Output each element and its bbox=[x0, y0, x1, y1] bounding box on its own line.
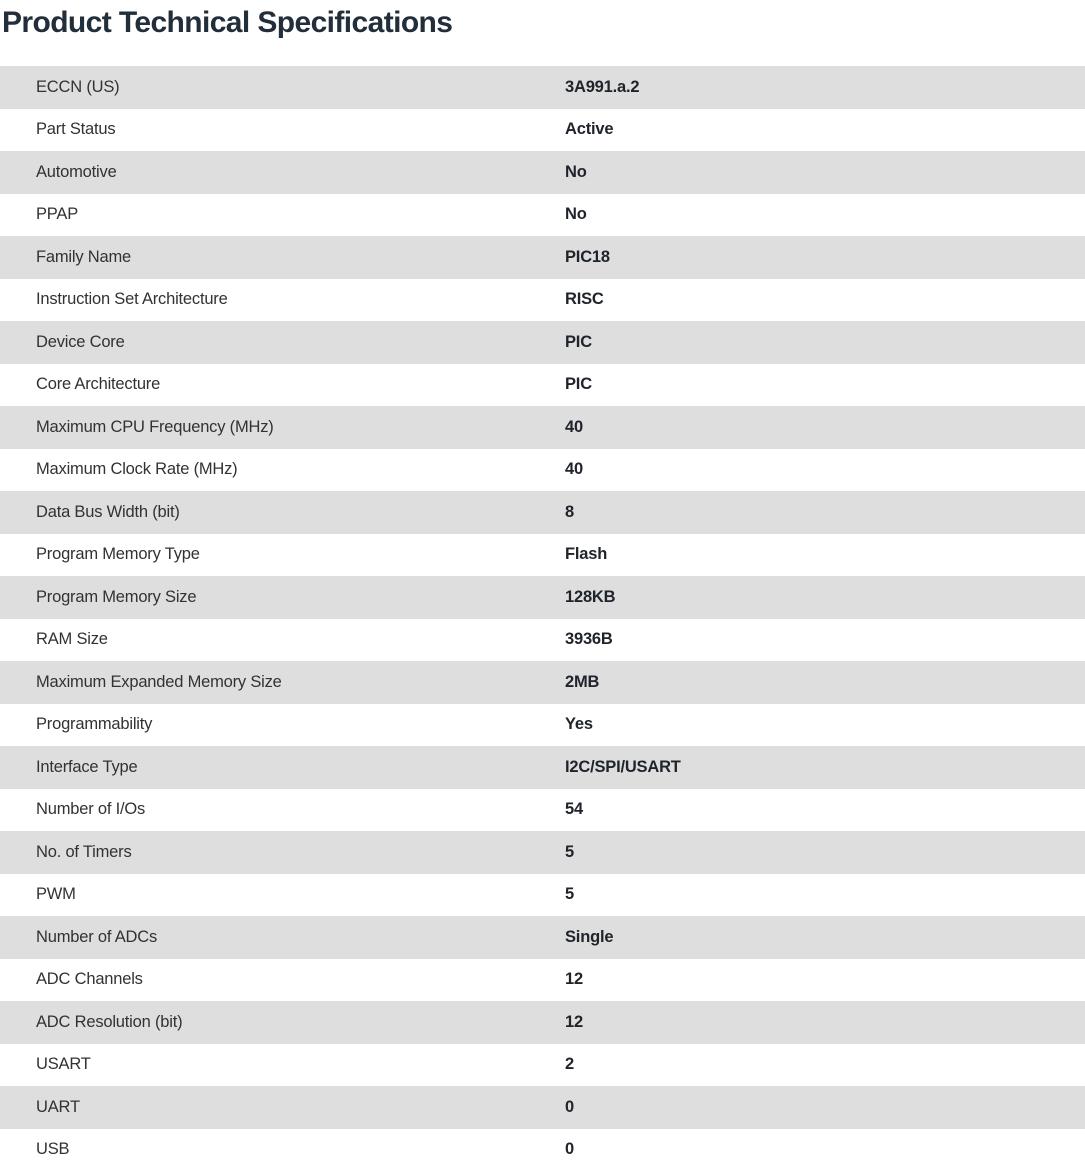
table-row bbox=[0, 491, 1085, 534]
spec-value: PIC bbox=[565, 333, 1085, 352]
table-row bbox=[0, 364, 1085, 407]
table-row bbox=[0, 959, 1085, 1002]
spec-label: Automotive bbox=[0, 163, 565, 182]
spec-value: 40 bbox=[565, 460, 1085, 479]
table-row bbox=[0, 874, 1085, 917]
table-row bbox=[0, 789, 1085, 832]
spec-value: 0 bbox=[565, 1098, 1085, 1117]
table-row bbox=[0, 406, 1085, 449]
spec-label: RAM Size bbox=[0, 630, 565, 649]
table-row bbox=[0, 151, 1085, 194]
table-row bbox=[0, 449, 1085, 492]
table-row bbox=[0, 279, 1085, 322]
table-row bbox=[0, 321, 1085, 364]
page-title: Product Technical Specifications bbox=[2, 4, 452, 42]
table-row bbox=[0, 831, 1085, 874]
table-row bbox=[0, 619, 1085, 662]
spec-value: Active bbox=[565, 120, 1085, 139]
spec-label: Number of ADCs bbox=[0, 928, 565, 947]
spec-value: I2C/SPI/USART bbox=[565, 758, 1085, 777]
spec-value: 2 bbox=[565, 1055, 1085, 1074]
table-row bbox=[0, 1129, 1085, 1171]
spec-label: Family Name bbox=[0, 248, 565, 267]
spec-value: PIC bbox=[565, 375, 1085, 394]
table-row bbox=[0, 1044, 1085, 1087]
spec-value: Yes bbox=[565, 715, 1085, 734]
spec-label: Interface Type bbox=[0, 758, 565, 777]
spec-label: Instruction Set Architecture bbox=[0, 290, 565, 309]
spec-value: 5 bbox=[565, 885, 1085, 904]
spec-value: Flash bbox=[565, 545, 1085, 564]
spec-label: Number of I/Os bbox=[0, 800, 565, 819]
table-row bbox=[0, 916, 1085, 959]
spec-label: ADC Channels bbox=[0, 970, 565, 989]
spec-value: No bbox=[565, 205, 1085, 224]
table-row bbox=[0, 236, 1085, 279]
spec-value: PIC18 bbox=[565, 248, 1085, 267]
spec-label: Data Bus Width (bit) bbox=[0, 503, 565, 522]
spec-value: 12 bbox=[565, 970, 1085, 989]
spec-value: No bbox=[565, 163, 1085, 182]
spec-label: Program Memory Size bbox=[0, 588, 565, 607]
table-row bbox=[0, 66, 1085, 109]
spec-label: UART bbox=[0, 1098, 565, 1117]
spec-value: 0 bbox=[565, 1140, 1085, 1159]
spec-label: Maximum CPU Frequency (MHz) bbox=[0, 418, 565, 437]
spec-value: 54 bbox=[565, 800, 1085, 819]
spec-value: 3A991.a.2 bbox=[565, 78, 1085, 97]
table-row bbox=[0, 534, 1085, 577]
spec-value: 8 bbox=[565, 503, 1085, 522]
spec-value: 128KB bbox=[565, 588, 1085, 607]
table-row bbox=[0, 661, 1085, 704]
spec-value: 40 bbox=[565, 418, 1085, 437]
table-row bbox=[0, 746, 1085, 789]
table-row bbox=[0, 1086, 1085, 1129]
spec-label: Part Status bbox=[0, 120, 565, 139]
spec-value: Single bbox=[565, 928, 1085, 947]
spec-label: Core Architecture bbox=[0, 375, 565, 394]
spec-label: Maximum Clock Rate (MHz) bbox=[0, 460, 565, 479]
spec-label: No. of Timers bbox=[0, 843, 565, 862]
spec-label: PPAP bbox=[0, 205, 565, 224]
table-row bbox=[0, 704, 1085, 747]
table-row bbox=[0, 1001, 1085, 1044]
spec-label: PWM bbox=[0, 885, 565, 904]
table-row bbox=[0, 109, 1085, 152]
spec-label: Programmability bbox=[0, 715, 565, 734]
spec-value: RISC bbox=[565, 290, 1085, 309]
spec-value: 2MB bbox=[565, 673, 1085, 692]
spec-value: 5 bbox=[565, 843, 1085, 862]
spec-label: Maximum Expanded Memory Size bbox=[0, 673, 565, 692]
spec-label: ECCN (US) bbox=[0, 78, 565, 97]
table-row bbox=[0, 576, 1085, 619]
spec-value: 12 bbox=[565, 1013, 1085, 1032]
spec-label: ADC Resolution (bit) bbox=[0, 1013, 565, 1032]
spec-label: Program Memory Type bbox=[0, 545, 565, 564]
spec-table bbox=[0, 66, 1085, 1171]
spec-label: Device Core bbox=[0, 333, 565, 352]
spec-label: USB bbox=[0, 1140, 565, 1159]
spec-label: USART bbox=[0, 1055, 565, 1074]
spec-value: 3936B bbox=[565, 630, 1085, 649]
table-row bbox=[0, 194, 1085, 237]
